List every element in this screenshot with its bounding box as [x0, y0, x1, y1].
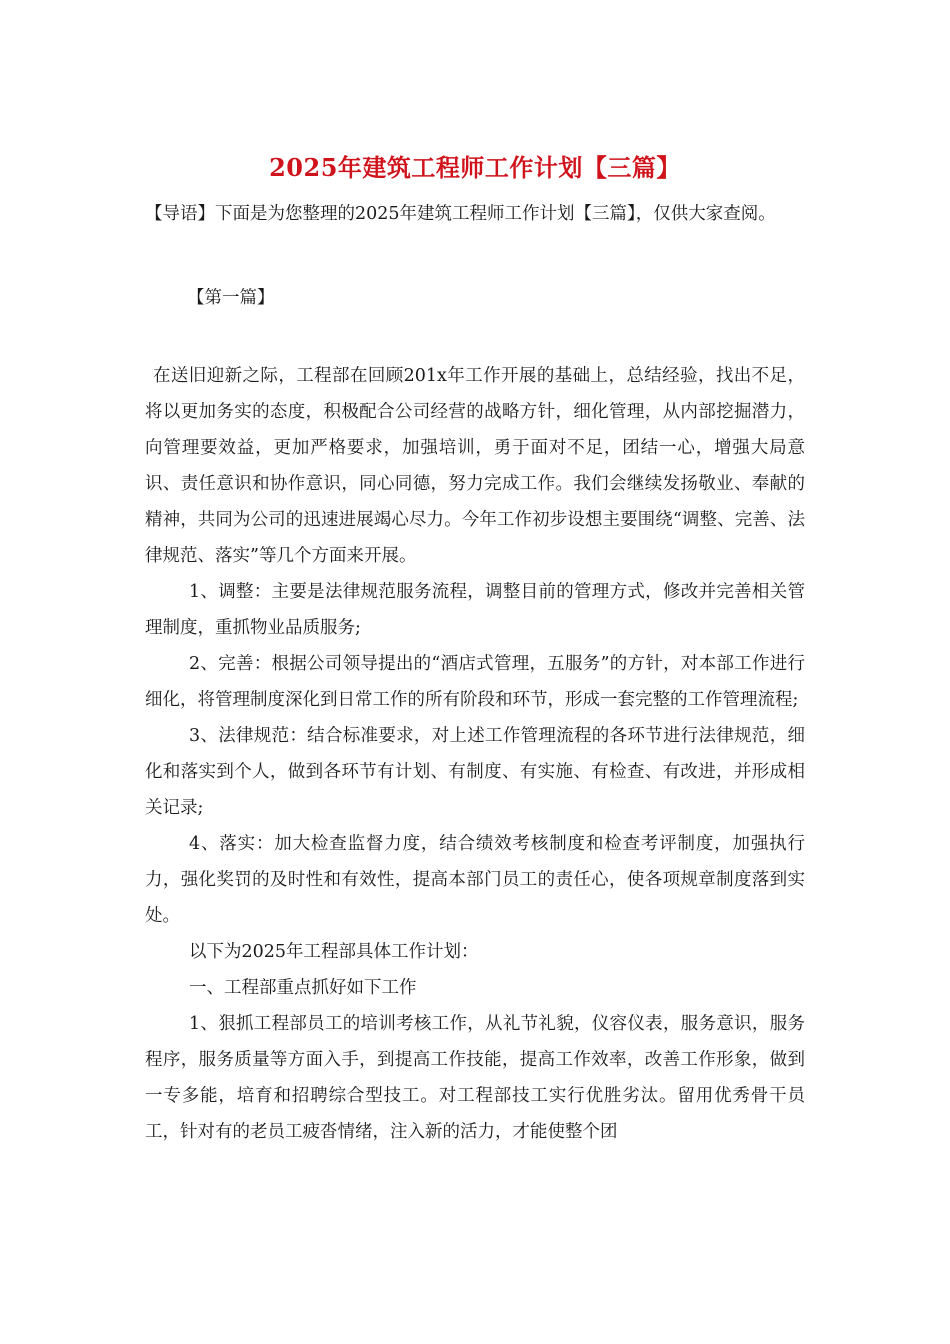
- body-paragraph: 4、落实：加大检查监督力度，结合绩效考核制度和检查考评制度，加强执行力，强化奖罚的及时性和有效性，提高本部门员工的责任心，使各项规章制度落到实处。: [145, 834, 805, 926]
- body-paragraph: 2、完善：根据公司领导提出的“酒店式管理，五服务”的方针，对本部工作进行细化，将管理制度深化到日常工作的所有阶段和环节，形成一套完整的工作管理流程;: [145, 654, 805, 710]
- body-paragraph: 在送旧迎新之际，工程部在回顾201x年工作开展的基础上，总结经验，找出不足，将以更加务实的态度，积极配合公司经营的战略方针，细化管理，从内部挖掘潜力，向管理要效益，更加严格要求，加强培训，勇于面对不足，团结一心，增强大局意识、责任意识和协作意识，同心同德，努力完成工作。我们会继续发扬敬业、奉献的精神，共同为公司的迅速进展竭心尽力。今年工作初步设想主要围绕“调整、完善、法律规范、落实”等几个方面来开展。: [145, 366, 805, 566]
- body-paragraph: 1、狠抓工程部员工的培训考核工作，从礼节礼貌，仪容仪表，服务意识，服务程序，服务质量等方面入手，到提高工作技能，提高工作效率，改善工作形象，做到一专多能，培育和招聘综合型技工。对工程部技工实行优胜劣汰。留用优秀骨干员工，针对有的老员工疲沓情绪，注入新的活力，才能使整个团: [145, 1014, 805, 1142]
- document-body: [145, 196, 805, 1150]
- section-heading: 【第一篇】: [187, 288, 275, 308]
- body-paragraph: 一、工程部重点抓好如下工作: [189, 978, 417, 998]
- body-paragraph: 1、调整：主要是法律规范服务流程，调整目前的管理方式，修改并完善相关管理制度，重抓物业品质服务;: [145, 582, 805, 638]
- intro-paragraph: 【导语】下面是为您整理的2025年建筑工程师工作计划【三篇】，仅供大家查阅。: [145, 204, 776, 224]
- body-paragraph: 3、法律规范：结合标准要求，对上述工作管理流程的各环节进行法律规范，细化和落实到个人，做到各环节有计划、有制度、有实施、有检查、有改进，并形成相关记录;: [145, 726, 805, 818]
- document-title: 2025年建筑工程师工作计划【三篇】: [269, 153, 681, 182]
- body-paragraph: 以下为2025年工程部具体工作计划：: [189, 942, 479, 962]
